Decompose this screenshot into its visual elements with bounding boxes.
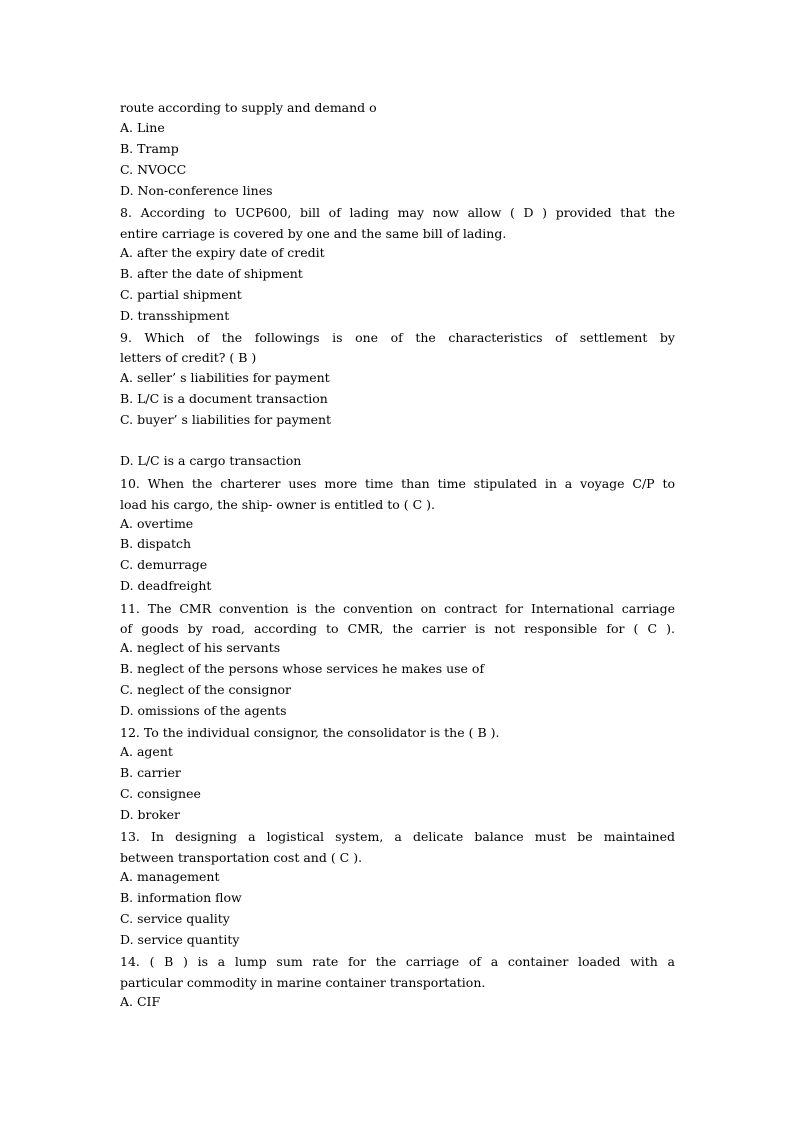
q10-question-line-1: 10. When the charterer uses more time than time stipulated in a voyage C/P to (120, 476, 675, 491)
q9-option-a: A. seller’ s liabilities for payment (120, 370, 330, 385)
q12-option-d: D. broker (120, 807, 180, 822)
q8-option-b: B. after the date of shipment (120, 266, 303, 281)
q14-question-line-2: particular commodity in marine container transportation. (120, 975, 486, 990)
q7-option-c: C. NVOCC (120, 162, 187, 177)
q11-question-line-2: of goods by road, according to CMR, the carrier is not responsible for ( C ). (120, 621, 675, 636)
q11-option-a: A. neglect of his servants (120, 640, 281, 655)
q7-option-d: D. Non-conference lines (120, 183, 273, 198)
q11-option-d: D. omissions of the agents (120, 703, 287, 718)
q10-option-a: A. overtime (120, 516, 194, 531)
q9-option-d: D. L/C is a cargo transaction (120, 453, 302, 468)
q8-question-line-1: 8. According to UCP600, bill of lading may now allow ( D ) provided that the (120, 205, 675, 220)
q11-option-b: B. neglect of the persons whose services he makes use of (120, 661, 485, 676)
q9-option-c: C. buyer’ s liabilities for payment (120, 412, 332, 427)
q10-option-c: C. demurrage (120, 557, 208, 572)
q13-option-c: C. service quality (120, 911, 230, 926)
q9-question-line-1: 9. Which of the followings is one of the characteristics of settlement by (120, 330, 675, 345)
text-line-continuation: route according to supply and demand o (120, 100, 377, 115)
q10-question-line-2: load his cargo, the ship- owner is entitled to ( C ). (120, 497, 436, 512)
q13-option-a: A. management (120, 869, 220, 884)
q13-question-line-1: 13. In designing a logistical system, a delicate balance must be maintained (120, 829, 675, 844)
q13-option-b: B. information flow (120, 890, 242, 905)
q8-question-line-2: entire carriage is covered by one and the same bill of lading. (120, 226, 507, 241)
q7-option-a: A. Line (120, 120, 165, 135)
q10-option-b: B. dispatch (120, 536, 192, 551)
q8-option-a: A. after the expiry date of credit (120, 245, 325, 260)
q12-question: 12. To the individual consignor, the consolidator is the ( B ). (120, 725, 500, 740)
q14-option-a: A. CIF (120, 994, 161, 1009)
q13-option-d: D. service quantity (120, 932, 240, 947)
q8-option-c: C. partial shipment (120, 287, 242, 302)
q9-question-line-2: letters of credit? ( B ) (120, 350, 257, 365)
q14-question-line-1: 14. ( B ) is a lump sum rate for the carriage of a container loaded with a (120, 954, 675, 969)
q12-option-c: C. consignee (120, 786, 201, 801)
q13-question-line-2: between transportation cost and ( C ). (120, 850, 363, 865)
q9-option-b: B. L/C is a document transaction (120, 391, 328, 406)
q11-option-c: C. neglect of the consignor (120, 682, 292, 697)
q7-option-b: B. Tramp (120, 141, 179, 156)
q8-option-d: D. transshipment (120, 308, 230, 323)
q12-option-b: B. carrier (120, 765, 181, 780)
q11-question-line-1: 11. The CMR convention is the convention on contract for International carriage (120, 601, 675, 616)
q12-option-a: A. agent (120, 744, 173, 759)
q10-option-d: D. deadfreight (120, 578, 212, 593)
